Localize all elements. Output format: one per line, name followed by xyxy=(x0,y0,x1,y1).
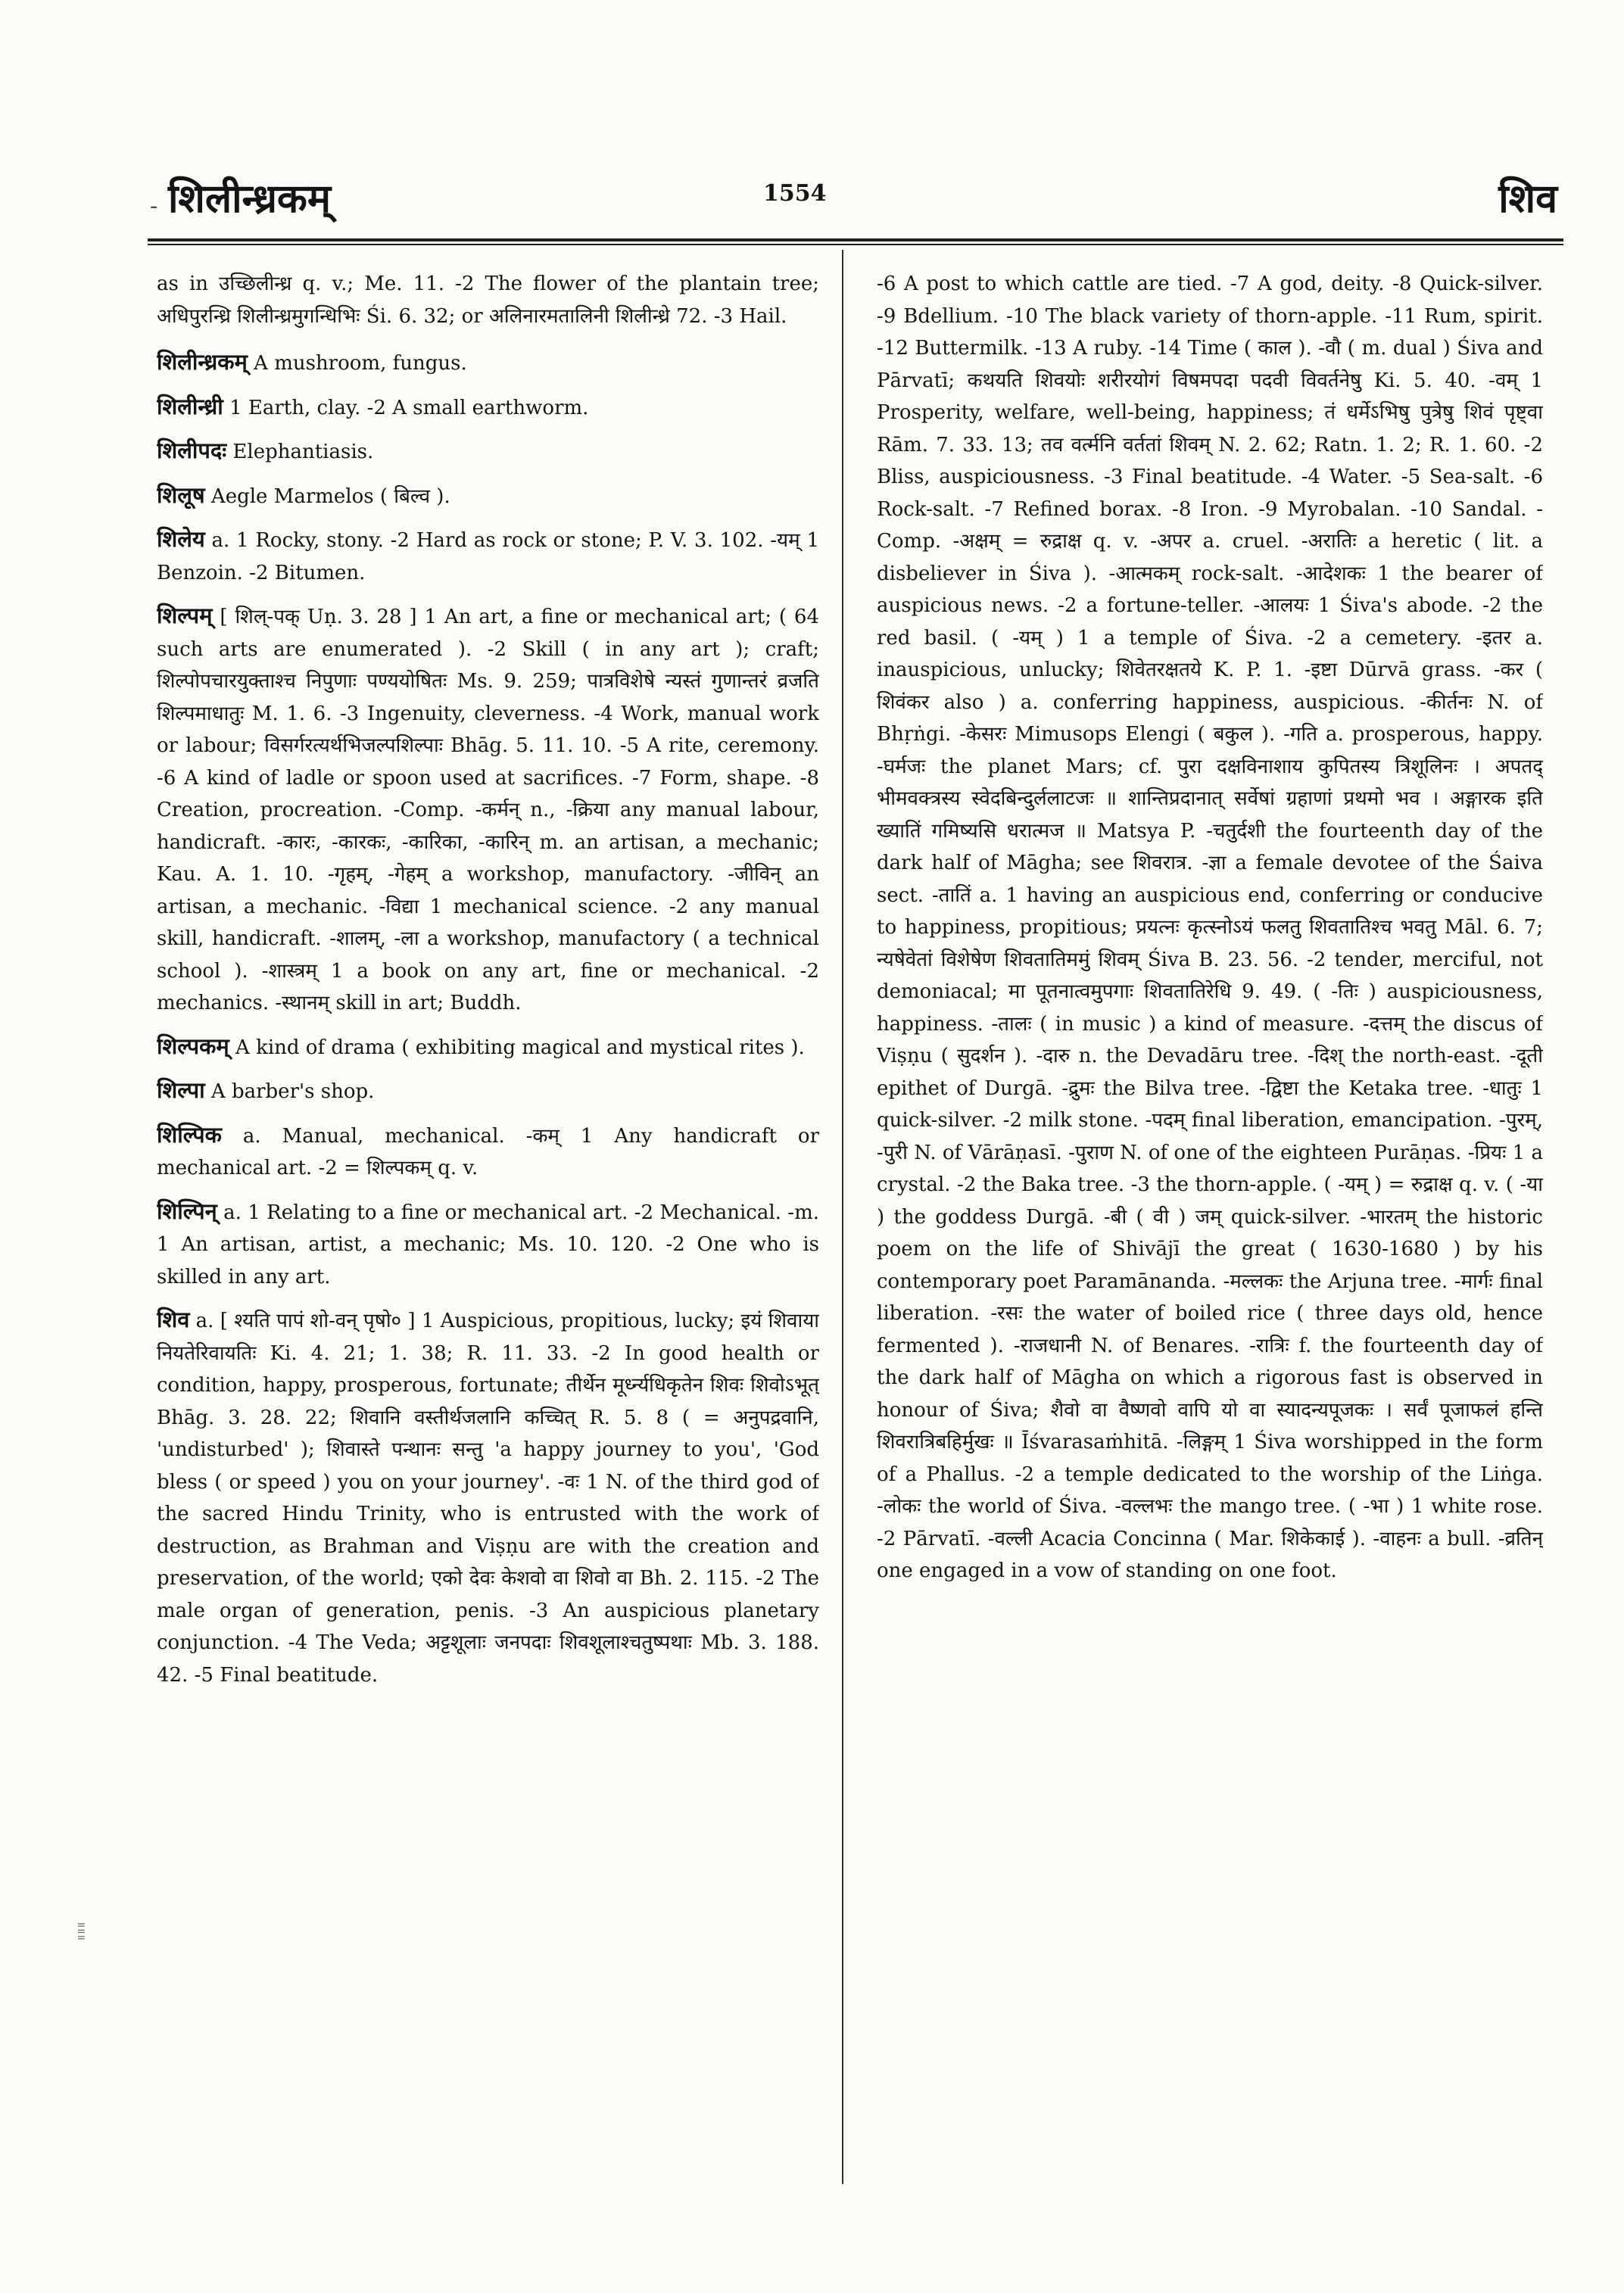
dictionary-entry: शिल्पिक a. Manual, mechanical. -कम् 1 Any handicraft or mechanical art. -2 = शिल्पकम् q. v. xyxy=(157,1121,819,1179)
dictionary-entry: शिलीन्ध्रकम् A mushroom, fungus. xyxy=(157,349,467,375)
page-number: 1554 xyxy=(763,180,827,207)
running-head-right: शिव xyxy=(1498,176,1557,222)
running-head-left: शिलीन्ध्रकम् xyxy=(168,176,331,222)
dictionary-entry: as in उच्छिलीन्ध्र q. v.; Me. 11. -2 The flower of the plantain tree; अधिपुरन्ध्रि शिलीन्ध्रमुगन्धिभिः Śi. 6. 32; or अलिनारमतालिनी शिलीन्ध्रे 72. -3 Hail. xyxy=(157,273,819,328)
dictionary-entry: शिल्पा A barber's shop. xyxy=(157,1077,375,1103)
dictionary-entry: -6 A post to which cattle are tied. -7 A god, deity. -8 Quick-silver. -9 Bdellium. -10 The black variety of thorn-apple. -11 Rum, spirit. -12 Buttermilk. -13 A ruby. -14 Time ( काल ). -वौ ( m. dual ) Śiva and Pārvatī; कथयति शिवयोः शरीरयोगं विषमपदा पदवी विवर्तनेषु Ki. 5. 40. -वम् 1 Prosperity, welfare, well-being, happiness; तं धर्मेऽभिषु पुत्रेषु शिवं पृष्ट्वा Rām. 7. 33. 13; तव वर्त्मनि वर्ततां शिवम् N. 2. 62; Ratn. 1. 2; R. 1. 60. -2 Bliss, auspiciousness. -3 Final beatitude. -4 Water. -5 Sea-salt. -6 Rock-salt. -7 Refined borax. -8 Iron. -9 Myrobalan. -10 Sandal. -Comp. -अक्षम् = रुद्राक्ष q. v. -अपर a. cruel. -अरातिः a heretic ( lit. a disbeliever in Śiva ). -आत्मकम् rock-salt. -आदेशकः 1 the bearer of auspicious news. -2 a fortune-teller. -आलयः 1 Śiva's abode. -2 the red basil. ( -यम् ) 1 a temple of Śiva. -2 a cemetery. -इतर a. inauspicious, unlucky; शिवेतरक्षतये K. P. 1. -इष्टा Dūrvā grass. -कर ( शिवंकर also ) a. conferring happiness, auspicious. -कीर्तनः N. of Bhṛṅgi. -केसरः Mimusops Elengi ( बकुल ). -गति a. prosperous, happy. -घर्मजः the planet Mars; cf. पुरा दक्षविनाशाय कुपितस्य त्रिशूलिनः । अपतद् भीमवक्त्रस्य स्वेदबिन्दुर्ललाटजः ॥ शान्तिप्रदानात् सर्वेषां ग्रहाणां प्रथमो भव । अङ्गारक इति ख्यातिं गमिष्यसि धरात्मज ॥ Matsya P. -चतुर्दशी the fourteenth day of the dark half of Māgha; see शिवरात्र. -ज्ञा a female devotee of the Śaiva sect. -तातिं a. 1 having an auspicious end, conferring or conducive to happiness, propitious; प्रयत्नः कृत्स्नोऽयं फलतु शिवतातिश्च भवतु Māl. 6. 7; न्यषेवेतां विशेषेण शिवतातिममुं शिवम् Śiva B. 23. 56. -2 tender, merciful, not demoniacal; मा पूतनात्वमुपगाः शिवतातिरेधि 9. 49. ( -तिः ) auspiciousness, happiness. -तालः ( in music ) a kind of measure. -दत्तम् the discus of Viṣṇu ( सुदर्शन ). -दारु n. the Devadāru tree. -दिश् the north-east. -दूती epithet of Durgā. -द्रुमः the Bilva tree. -द्विष्टा the Ketaka tree. -धातुः 1 quick-silver. -2 milk stone. -पदम् final liberation, emancipation. -पुरम्, -पुरी N. of Vārāṇasī. -पुराण N. of one of the eighteen Purāṇas. -प्रियः 1 a crystal. -2 the Baka tree. -3 the thorn-apple. ( -यम् ) = रुद्राक्ष q. v. ( -या ) the goddess Durgā. -बी ( वी ) जम् quick-silver. -भारतम् the historic poem on the life of Shivājī the great ( 1630-1680 ) by his contemporary poet Paramānanda. -मल्लकः the Arjuna tree. -मार्गः final liberation. -रसः the water of boiled rice ( three days old, hence fermented ). -राजधानी N. of Benares. -रात्रिः f. the fourteenth day of the dark half of Māgha on which a rigorous fast is observed in honour of Śiva; शैवो वा वैष्णवो वापि यो वा स्यादन्यपूजकः । सर्वं पूजाफलं हन्ति शिवरात्रिबहिर्मुखः ॥ Īśvarasaṁhitā. -लिङ्गम् 1 Śiva worshipped in the form of a Phallus. -2 a temple dedicated to the worship of the Liṅga. -लोकः the world of Śiva. -वल्लभः the mango tree. ( -भा ) 1 white rose. -2 Pārvatī. -वल्ली Acacia Concinna ( Mar. शिकेकाई ). -वाहनः a bull. -व्रतिन् one engaged in a vow of standing on one foot. xyxy=(877,273,1543,1582)
dictionary-entry: शिलीन्ध्री 1 Earth, clay. -2 A small earthworm. xyxy=(157,393,589,419)
column-divider xyxy=(842,250,843,2184)
dictionary-entry: शिलेय a. 1 Rocky, stony. -2 Hard as rock or stone; P. V. 3. 102. -यम् 1 Benzoin. -2 Bitumen. xyxy=(157,526,819,584)
dictionary-entry: शिल्पिन् a. 1 Relating to a fine or mechanical art. -2 Mechanical. -m. 1 An artisan, artist, a mechanic; Ms. 10. 120. -2 One who is skilled in any art. xyxy=(157,1198,819,1288)
dictionary-entry: शिलूष Aegle Marmelos ( बिल्व ). xyxy=(157,481,450,508)
right-column xyxy=(877,266,1543,2189)
header-rule-thin xyxy=(148,244,1563,245)
dictionary-entry: शिव a. [ श्यति पापं शो-वन् पृषो० ] 1 Auspicious, propitious, lucky; इयं शिवाया नियतेरिवायतिः Ki. 4. 21; 1. 38; R. 11. 33. -2 In good health or condition, happy, prosperous, fortunate; तीर्थेन मूर्ध्न्यधिकृतेन शिवः शिवोऽभूत् Bhāg. 3. 28. 22; शिवानि वस्तीर्थजलानि कच्चित् R. 5. 8 ( = अनुपद्रवानि, 'undisturbed' ); शिवास्ते पन्थानः सन्तु 'a happy journey to you', 'God bless ( or speed ) you on your journey'. -वः 1 N. of the third god of the sacred Hindu Trinity, who is entrusted with the work of destruction, as Brahman and Viṣṇu are with the creation and preservation, of the world; एको देवः केशवो वा शिवो वा Bh. 2. 115. -2 The male organ of generation, penis. -3 An auspicious planetary conjunction. -4 The Veda; अट्टशूलाः जनपदाः शिवशूलाश्चतुष्पथाः Mb. 3. 188. 42. -5 Final beatitude. xyxy=(157,1307,819,1687)
dictionary-entry: शिलीपदः Elephantiasis. xyxy=(157,438,374,463)
dictionary-entry: शिल्पम् [ शिल्-पक् Uṇ. 3. 28 ] 1 An art, a fine or mechanical art; ( 64 such arts are enumerated ). -2 Skill ( in any art ); craft; शिल्पोपचारयुक्ताश्च निपुणाः पण्ययोषितः Ms. 9. 259; पात्रविशेषे न्यस्तं गुणान्तरं व्रजति शिल्पमाधातुः M. 1. 6. -3 Ingenuity, cleverness. -4 Work, manual work or labour; विसर्गरत्यर्थभिजल्पशिल्पाः Bhāg. 5. 11. 10. -5 A rite, ceremony. -6 A kind of ladle or spoon used at sacrifices. -7 Form, shape. -8 Creation, procreation. -Comp. -कर्मन् n., -क्रिया any manual labour, handicraft. -कारः, -कारकः, -कारिका, -कारिन् m. an artisan, a mechanic; Kau. A. 1. 10. -गृहम्, -गेहम् a workshop, manufactory. -जीविन् an artisan, a mechanic. -विद्या 1 mechanical science. -2 any manual skill, handicraft. -शालम्, -ला a workshop, manufactory ( a technical school ). -शास्त्रम् 1 a book on any art, fine or mechanical. -2 mechanics. -स्थानम् skill in art; Buddh. xyxy=(157,603,819,1014)
header-rule-thick xyxy=(148,238,1563,241)
corner-mark: - xyxy=(150,193,158,220)
left-column xyxy=(157,266,819,2189)
dictionary-entry: शिल्पकम् A kind of drama ( exhibiting magical and mystical rites ). xyxy=(157,1033,805,1059)
margin-mark: ॥॥॥ xyxy=(75,1921,87,1941)
